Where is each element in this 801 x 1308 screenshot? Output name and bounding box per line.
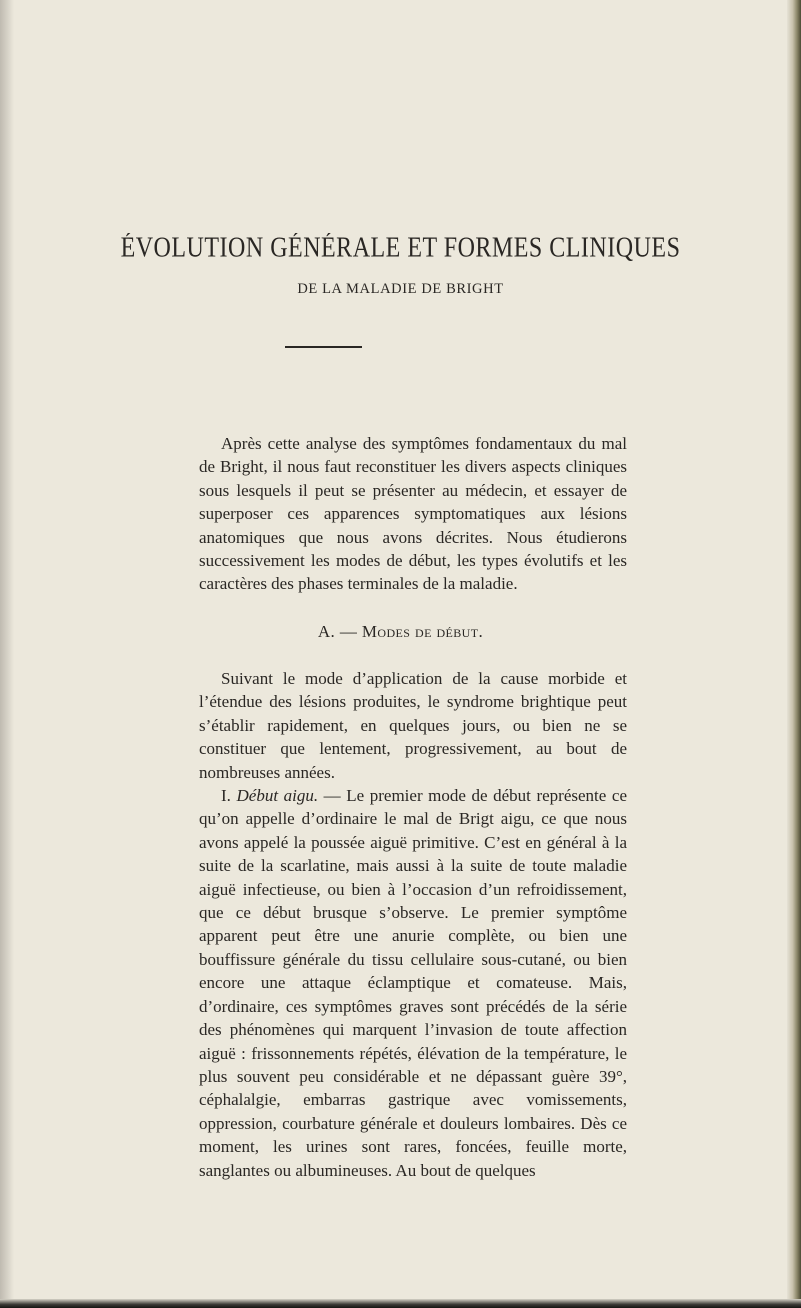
subsection-label: I. xyxy=(221,786,237,806)
section-prefix: A. — xyxy=(317,622,362,641)
separator-rule xyxy=(285,346,362,348)
chapter-title: ÉVOLUTION GÉNÉRALE ET FORMES CLINIQUES xyxy=(120,233,681,264)
section-heading xyxy=(0,622,801,642)
subsection-paragraph xyxy=(199,784,627,1182)
section-paragraph: Suivant le mode d’application de la cause morbide et l’étendue des lésions produites, le syndrome brightique peut s’établir rapidement, en quelques jours, ou bien ne se constituer que lentement, progressivement, au bout de nombreuses années. xyxy=(199,669,627,782)
subsection-title: Début aigu. xyxy=(236,786,319,806)
chapter-subtitle: DE LA MALADIE DE BRIGHT xyxy=(297,281,504,297)
intro-paragraph: Après cette analyse des symptômes fondamentaux du mal de Bright, il nous faut reconstituer les divers aspects cliniques sous lesquels il peut se présenter au médecin, et essayer de superposer ces apparences symptomatiques aux lésions anatomiques que nous avons décrites. Nous étudierons successivement les modes de début, les types évolutifs et les caractères des phases terminales de la maladie. xyxy=(199,434,627,594)
section-title: Modes de début. xyxy=(361,622,484,641)
section-body xyxy=(199,667,627,1182)
intro-paragraph-block xyxy=(199,432,627,596)
subsection-text: — Le premier mode de début représente ce qu’on appelle d’ordinaire le mal de Brigt aigu, ce que nous avons appelé la poussée aiguë primitive. C’est en général à la suite de la scarlatine, mais aussi à la suite de toute maladie aiguë infectieuse, ou bien à l’occasion d’un refroidissement, que ce début brusque s’observe. Le premier symptôme apparent peut être une anurie complète, ou bien une bouffissure générale du tissu cellulaire sous-cutané, ou bien encore une attaque éclamptique et comateuse. Mais, d’ordinaire, ces symptômes graves sont précédés de la série des phénomènes qui marquent l’invasion de toute affection aiguë : frissonnements répétés, élévation de la température, le plus souvent peu considérable et ne dépassant guère 39°, céphalalgie, embarras gastrique avec vomissements, oppression, courbature générale et douleurs lombaires. Dès ce moment, les urines sont rares, foncées, feuille morte, sanglantes ou albumineuses. Au bout de quelques xyxy=(199,786,627,1180)
